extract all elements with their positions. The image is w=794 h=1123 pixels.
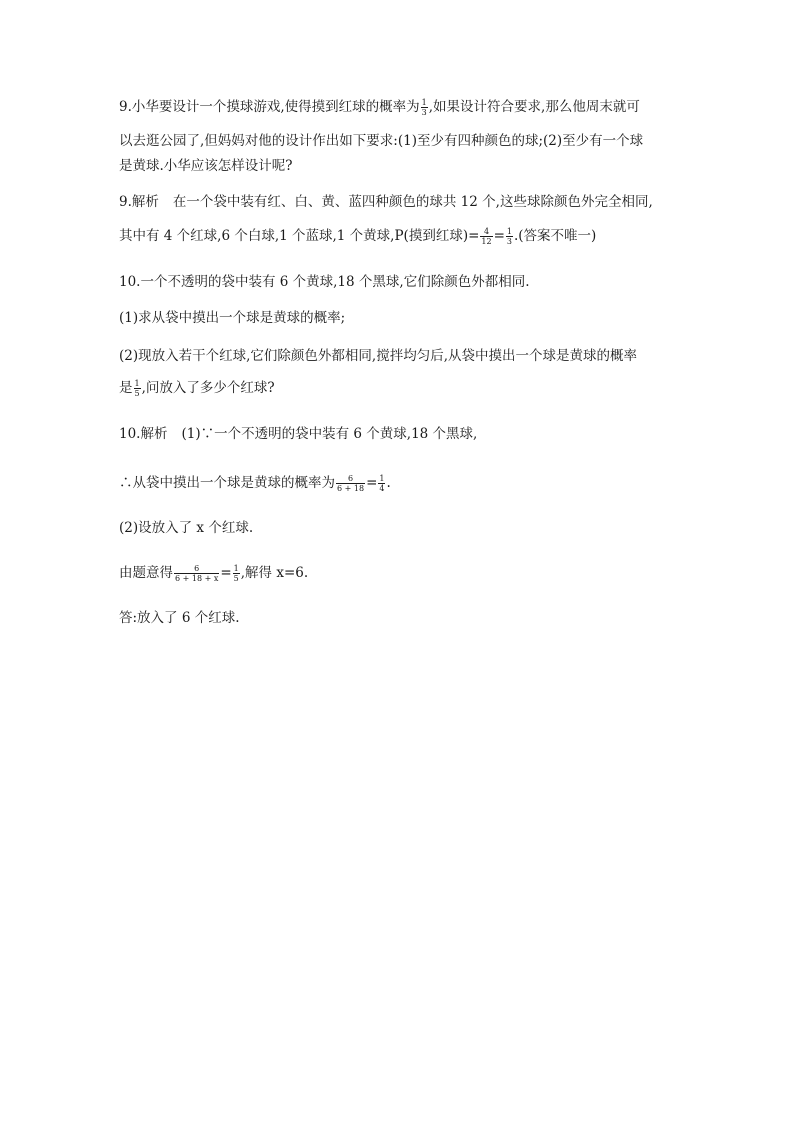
a9-text: 其中有 4 个红球,6 个白球,1 个蓝球,1 个黄球,P(摸到红球)= xyxy=(119,228,480,244)
fraction: $\frac{6}{6 + 18}$ xyxy=(337,474,365,493)
a10-line-5: 答:放入了 6 个红球. xyxy=(119,610,240,626)
a10-line-3: (2)设放入了 x 个红球. xyxy=(119,520,254,536)
fraction: $\frac{1}{3}$ xyxy=(421,98,427,117)
q9-line-3: 是黄球.小华应该怎样设计呢? xyxy=(119,158,293,174)
q10-line-1: 10.一个不透明的袋中装有 6 个黄球,18 个黑球,它们除颜色外都相同. xyxy=(119,274,530,290)
a10-line-2: ∴从袋中摸出一个球是黄球的概率为 $\frac{6}{6 + 18}$ = $\frac{1}{4}$ . xyxy=(119,474,391,493)
q10-part-2-line-2: 是 $\frac{1}{5}$ ,问放入了多少个红球? xyxy=(119,379,275,398)
q9-text: ,如果设计符合要求,那么他周末就可 xyxy=(428,99,640,115)
fraction: $\frac{1}{5}$ xyxy=(233,564,239,583)
a9-line-1 xyxy=(119,192,653,212)
a9-text: .(答案不唯一) xyxy=(514,228,597,244)
fraction: $\frac{4}{12}$ xyxy=(481,227,492,246)
q10-part-1: (1)求从袋中摸出一个球是黄球的概率; xyxy=(119,310,346,326)
fraction: $\frac{1}{4}$ xyxy=(379,474,385,493)
fraction: $\frac{1}{5}$ xyxy=(134,379,140,398)
q9-text: 9.小华要设计一个摸球游戏,使得摸到红球的概率为 xyxy=(119,99,420,115)
a10-label: 10.解析 xyxy=(119,426,168,442)
fraction: $\frac{6}{6 + 18 + x}$ xyxy=(175,564,219,583)
q9-line-1 xyxy=(119,97,640,117)
q10-part-2-line-1: (2)现放入若干个红球,它们除颜色外都相同,搅拌均匀后,从袋中摸出一个球是黄球的概率 xyxy=(119,348,637,364)
a9-text: 在一个袋中装有红、白、黄、蓝四种颜色的球共 12 个,这些球除颜色外完全相同, xyxy=(172,194,653,210)
q9-line-2: 以去逛公园了,但妈妈对他的设计作出如下要求:(1)至少有四种颜色的球;(2)至少有一个球 xyxy=(119,133,644,149)
a9-label: 9.解析 xyxy=(119,194,159,210)
a10-line-1 xyxy=(119,424,477,444)
a10-line-4: 由题意得 $\frac{6}{6 + 18 + x}$ = $\frac{1}{5}$ ,解得 x=6. xyxy=(119,564,309,583)
fraction: $\frac{1}{3}$ xyxy=(506,227,512,246)
a10-text: (1)∵一个不透明的袋中装有 6 个黄球,18 个黑球, xyxy=(181,426,478,442)
a9-line-2: 其中有 4 个红球,6 个白球,1 个蓝球,1 个黄球,P(摸到红球)= $\frac{4}{12}$ = $\frac{1}{3}$ .(答案不唯一) xyxy=(119,227,597,246)
